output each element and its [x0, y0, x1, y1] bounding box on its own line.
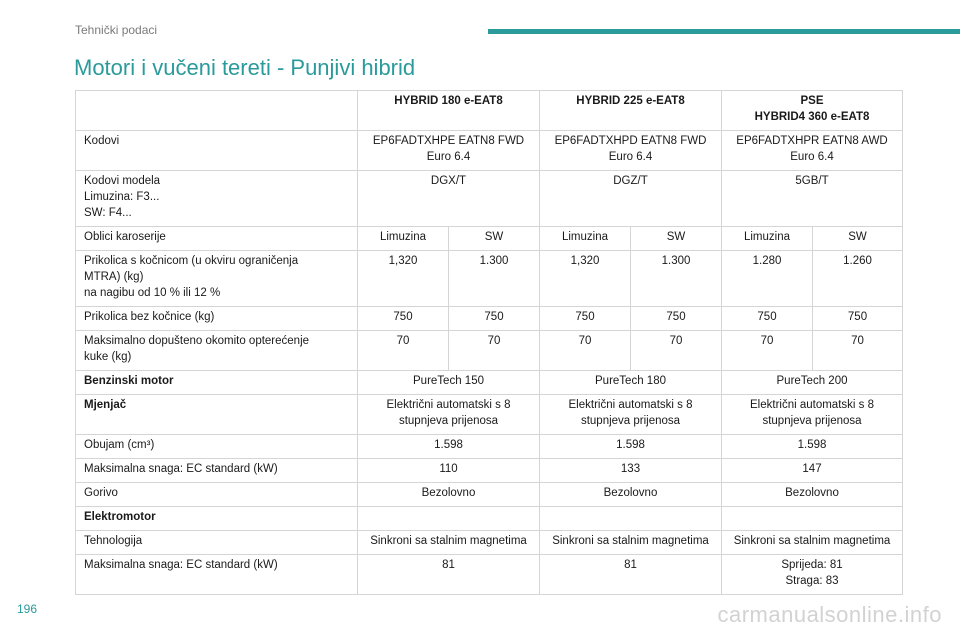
table-cell: 5GB/T: [722, 171, 903, 227]
table-cell: 1.598: [358, 435, 540, 459]
table-cell: 750: [722, 307, 813, 331]
table-cell: SW: [631, 227, 722, 251]
table-cell: 1.280: [722, 251, 813, 307]
table-cell: Bezolovno: [722, 483, 903, 507]
table-cell: DGX/T: [358, 171, 540, 227]
table-cell: 1.598: [540, 435, 722, 459]
table-cell: Sinkroni sa stalnim magnetima: [722, 531, 903, 555]
row-label: Tehnologija: [76, 531, 358, 555]
table-cell: [358, 507, 540, 531]
table-cell: Limuzina: [358, 227, 449, 251]
table-cell: Sinkroni sa stalnim magnetima: [358, 531, 540, 555]
table-cell: DGZ/T: [540, 171, 722, 227]
table-cell: PureTech 200: [722, 371, 903, 395]
table-cell: PureTech 150: [358, 371, 540, 395]
row-label: Gorivo: [76, 483, 358, 507]
table-cell: 750: [813, 307, 903, 331]
column-header: HYBRID 225 e-EAT8: [540, 91, 722, 131]
page-title: Motori i vučeni tereti - Punjivi hibrid: [74, 55, 416, 80]
row-label: Prikolica s kočnicom (u okviru ograničenja MTRA) (kg) na nagibu od 10 % ili 12 %: [76, 251, 358, 307]
table-cell: 70: [722, 331, 813, 371]
table-cell: 70: [540, 331, 631, 371]
table-row: [76, 371, 903, 395]
row-label: Mjenjač: [76, 395, 358, 435]
table-cell: 750: [449, 307, 540, 331]
table-cell: Električni automatski s 8 stupnjeva prijenosa: [540, 395, 722, 435]
row-label: Benzinski motor: [76, 371, 358, 395]
row-label: Maksimalna snaga: EC standard (kW): [76, 459, 358, 483]
table-cell: Sprijeda: 81 Straga: 83: [722, 555, 903, 595]
table-cell: 81: [358, 555, 540, 595]
table-cell: 1,320: [540, 251, 631, 307]
table-cell: 750: [540, 307, 631, 331]
table-cell: 70: [631, 331, 722, 371]
table-cell: 1.260: [813, 251, 903, 307]
table-cell: 70: [449, 331, 540, 371]
table-cell: EP6FADTXHPE EATN8 FWD Euro 6.4: [358, 131, 540, 171]
table-row: [76, 555, 903, 595]
table-cell: Bezolovno: [540, 483, 722, 507]
table-row: [76, 307, 903, 331]
table-cell: PureTech 180: [540, 371, 722, 395]
column-header: HYBRID 180 e-EAT8: [358, 91, 540, 131]
row-label: Maksimalna snaga: EC standard (kW): [76, 555, 358, 595]
table-cell: [540, 507, 722, 531]
table-cell: 70: [358, 331, 449, 371]
table-row: [76, 395, 903, 435]
table-row: [76, 483, 903, 507]
table-row: [76, 171, 903, 227]
row-label: Kodovi modela Limuzina: F3... SW: F4...: [76, 171, 358, 227]
table-cell: EP6FADTXHPD EATN8 FWD Euro 6.4: [540, 131, 722, 171]
table-cell: 81: [540, 555, 722, 595]
table-cell: 1.300: [631, 251, 722, 307]
table-cell: 147: [722, 459, 903, 483]
table-cell: 1,320: [358, 251, 449, 307]
table-header-row: [76, 91, 903, 131]
row-label: Obujam (cm³): [76, 435, 358, 459]
table-cell: Bezolovno: [358, 483, 540, 507]
table-cell: 750: [631, 307, 722, 331]
table-row: [76, 459, 903, 483]
column-header: PSE HYBRID4 360 e-EAT8: [722, 91, 903, 131]
table-cell: SW: [813, 227, 903, 251]
row-label: Prikolica bez kočnice (kg): [76, 307, 358, 331]
row-label: Maksimalno dopušteno okomito opterećenje kuke (kg): [76, 331, 358, 371]
table-cell: 133: [540, 459, 722, 483]
table-cell: 750: [358, 307, 449, 331]
table-cell: [722, 507, 903, 531]
header-empty-cell: [76, 91, 358, 131]
table-cell: 1.300: [449, 251, 540, 307]
table-cell: Sinkroni sa stalnim magnetima: [540, 531, 722, 555]
row-label: Kodovi: [76, 131, 358, 171]
table-row: [76, 331, 903, 371]
table-row: [76, 131, 903, 171]
table-cell: Električni automatski s 8 stupnjeva prijenosa: [722, 395, 903, 435]
section-header: Tehnički podaci: [75, 23, 158, 37]
table-row: [76, 227, 903, 251]
page-number: 196: [17, 602, 38, 616]
table-cell: Električni automatski s 8 stupnjeva prijenosa: [358, 395, 540, 435]
table-row: [76, 435, 903, 459]
table-cell: EP6FADTXHPR EATN8 AWD Euro 6.4: [722, 131, 903, 171]
row-label: Elektromotor: [76, 507, 358, 531]
table-cell: SW: [449, 227, 540, 251]
table-row: [76, 531, 903, 555]
header-accent-bar: [488, 29, 960, 34]
watermark: carmanualsonline.info: [717, 602, 942, 627]
table-cell: Limuzina: [722, 227, 813, 251]
table-cell: 110: [358, 459, 540, 483]
table-cell: 70: [813, 331, 903, 371]
row-label: Oblici karoserije: [76, 227, 358, 251]
table-row: [76, 251, 903, 307]
table-row: [76, 507, 903, 531]
spec-table: [75, 90, 903, 595]
table-cell: Limuzina: [540, 227, 631, 251]
table-cell: 1.598: [722, 435, 903, 459]
